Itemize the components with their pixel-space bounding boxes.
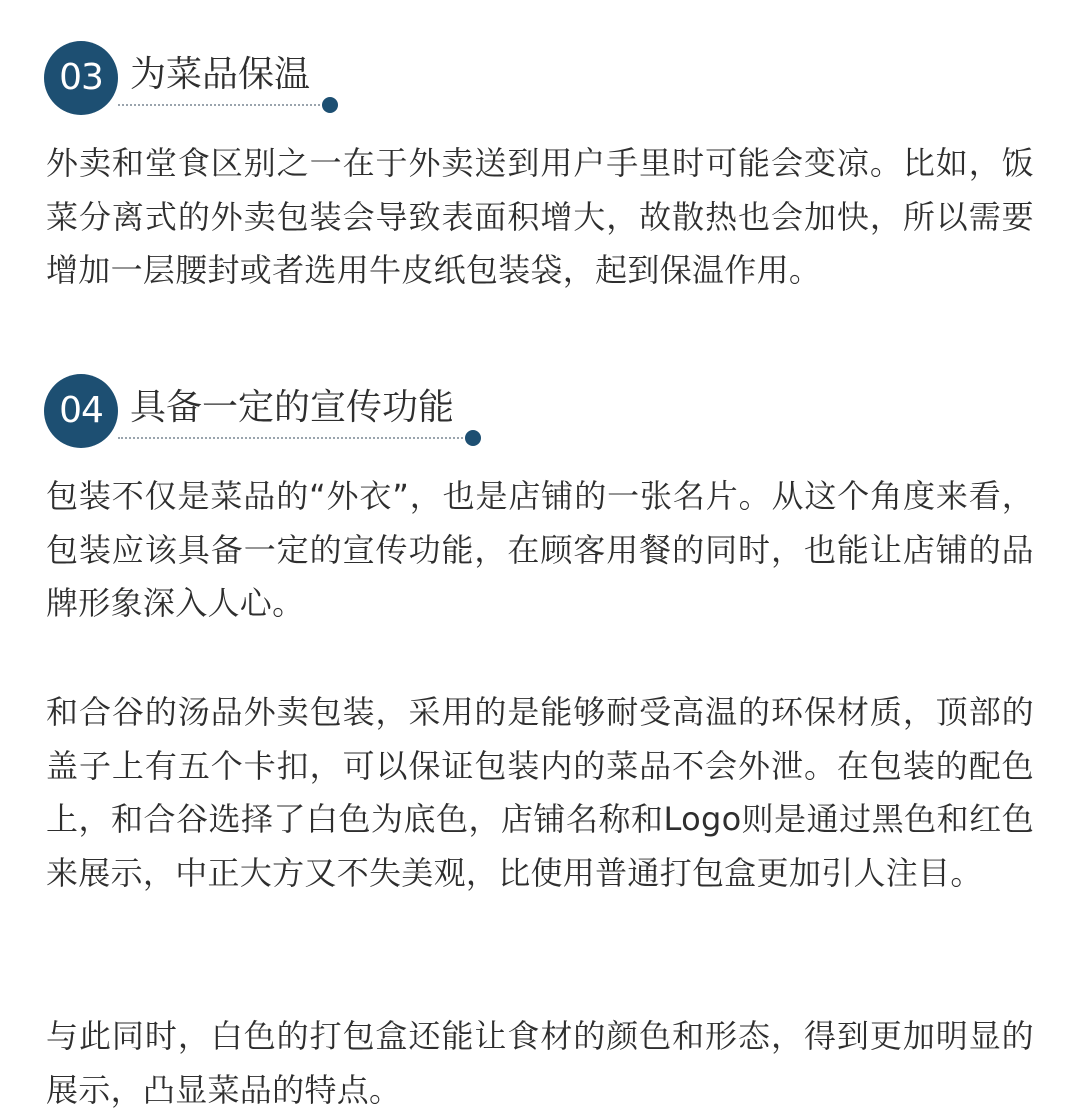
- section-04-paragraph-1: 包装不仅是菜品的“外衣”，也是店铺的一张名片。从这个角度来看，包装应该具备一定的宣传功能，在顾客用餐的同时，也能让店铺的品牌形象深入人心。: [46, 477, 1034, 622]
- section-04-paragraph-2: 和合谷的汤品外卖包装，采用的是能够耐受高温的环保材质，顶部的盖子上有五个卡扣，可以保证包装内的菜品不会外泄。在包装的配色上，和合谷选择了白色为底色，店铺名称和Logo则是通过黑色和红色来展示，中正大方又不失美观，比使用普通打包盒更加引人注目。: [46, 693, 1034, 892]
- heading-dotted-divider: [118, 104, 328, 106]
- section-title: 为菜品保温: [130, 54, 311, 95]
- heading-divider-dot: [322, 97, 338, 113]
- section-number-badge: 03: [44, 41, 118, 115]
- section-03-paragraph: 外卖和堂食区别之一在于外卖送到用户手里时可能会变凉。比如，饭菜分离式的外卖包装会导致表面积增大，故散热也会加快，所以需要增加一层腰封或者选用牛皮纸包装袋，起到保温作用。: [46, 144, 1034, 289]
- heading-divider-dot: [465, 430, 481, 446]
- section-04-paragraph-3: 与此同时，白色的打包盒还能让食材的颜色和形态，得到更加明显的展示，凸显菜品的特点。: [46, 1017, 1034, 1109]
- heading-dotted-divider: [118, 437, 470, 439]
- section-04-heading: [44, 374, 494, 454]
- section-title: 具备一定的宣传功能: [130, 387, 455, 428]
- section-03-heading: [44, 41, 344, 121]
- section-number-badge: 04: [44, 374, 118, 448]
